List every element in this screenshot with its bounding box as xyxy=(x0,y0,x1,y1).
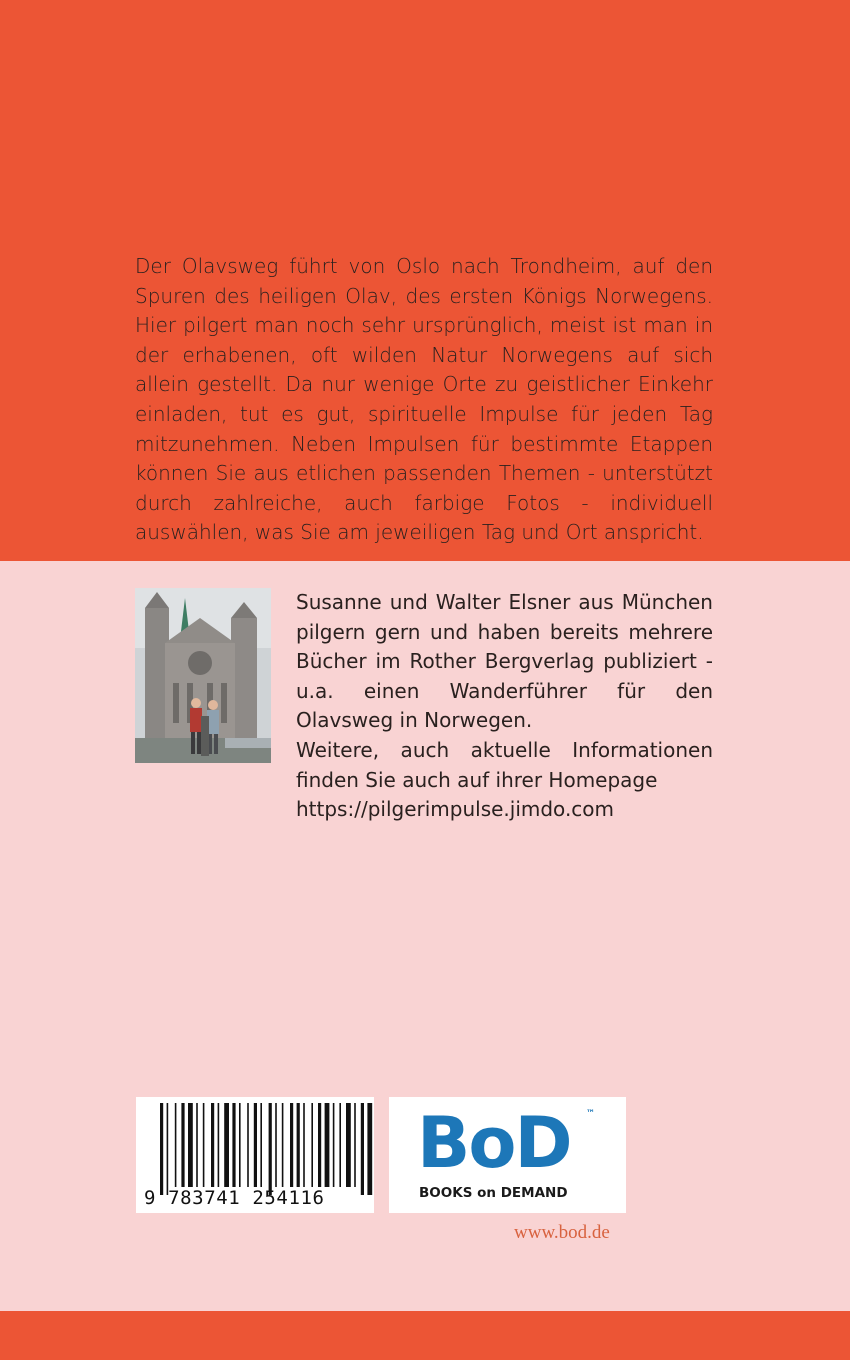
barcode-bar xyxy=(269,1103,272,1195)
barcode-bar xyxy=(333,1103,335,1187)
barcode-bar xyxy=(181,1103,184,1187)
barcode-bar xyxy=(311,1103,313,1187)
barcode-bar xyxy=(203,1103,205,1187)
cathedral-photo-image xyxy=(135,588,271,763)
barcode-bar xyxy=(167,1103,169,1195)
barcode-bar xyxy=(239,1103,241,1187)
back-cover-blurb xyxy=(135,252,713,548)
barcode-bar xyxy=(346,1103,351,1187)
barcode-bar xyxy=(160,1103,163,1195)
isbn-digits: 9 783741 254116 xyxy=(144,1187,325,1209)
isbn-barcode xyxy=(136,1097,374,1213)
barcode-bar xyxy=(325,1103,330,1187)
bod-tagline: BOOKS on DEMAND xyxy=(419,1185,568,1201)
barcode-bar xyxy=(224,1103,229,1187)
barcode-bar xyxy=(282,1103,284,1187)
barcode-bar xyxy=(303,1103,305,1187)
author-photo xyxy=(135,588,271,763)
bottom-color-band xyxy=(0,1311,850,1360)
barcode-bar xyxy=(196,1103,198,1187)
author-bio: Susanne und Walter Elsner aus München pilgern gern und haben bereits mehrere Bücher im Rother Bergverlag publiziert - u.a. einen Wanderführer für den Olavsweg in Norwegen. xyxy=(296,590,713,733)
barcode-bar xyxy=(175,1103,177,1187)
barcode-bar xyxy=(275,1103,277,1187)
publisher-url[interactable]: www.bod.de xyxy=(514,1222,610,1243)
barcode-bar xyxy=(290,1103,293,1187)
bod-logo-text: BoD xyxy=(417,1102,571,1184)
publisher-logo xyxy=(389,1097,626,1213)
blurb-text: Der Olavsweg führt von Oslo nach Trondheim, auf den Spuren des heiligen Olav, des ersten Königs Norwegens. Hier pilgert man noch sehr ursprünglich, meist ist man in der erhabenen, oft wilden Natur Norwegens auf sich allein gestellt. Da nur wenige Orte zu geistlicher Einkehr einladen, tut es gut, spirituelle Impulse für jeden Tag mitzunehmen. Neben Impulsen für bestimmte Etappen können Sie aus etlichen passenden Themen - unterstützt durch zahlreiche, auch farbige Fotos - individuell auswählen, was Sie am jeweiligen Tag und Ort anspricht. xyxy=(135,254,713,545)
barcode-bar xyxy=(254,1103,257,1187)
barcode-bar xyxy=(232,1103,235,1187)
barcode-bar xyxy=(247,1103,249,1187)
barcode-bar xyxy=(354,1103,356,1187)
barcode-bar xyxy=(260,1103,262,1187)
barcode-bar xyxy=(361,1103,364,1195)
barcode-bar xyxy=(211,1103,214,1187)
author-info xyxy=(296,588,713,825)
trademark-symbol: ™ xyxy=(586,1109,595,1119)
barcode-bar xyxy=(297,1103,300,1187)
homepage-link[interactable]: https://pilgerimpulse.jimdo.com xyxy=(296,797,615,822)
barcode-bar xyxy=(188,1103,193,1187)
barcode-bar xyxy=(318,1103,321,1187)
barcode-bar xyxy=(339,1103,341,1187)
homepage-info: Weitere, auch aktuelle Informationen finden Sie auch auf ihrer Homepage xyxy=(296,737,713,792)
barcode-bar xyxy=(218,1103,220,1187)
barcode-bar xyxy=(367,1103,372,1195)
